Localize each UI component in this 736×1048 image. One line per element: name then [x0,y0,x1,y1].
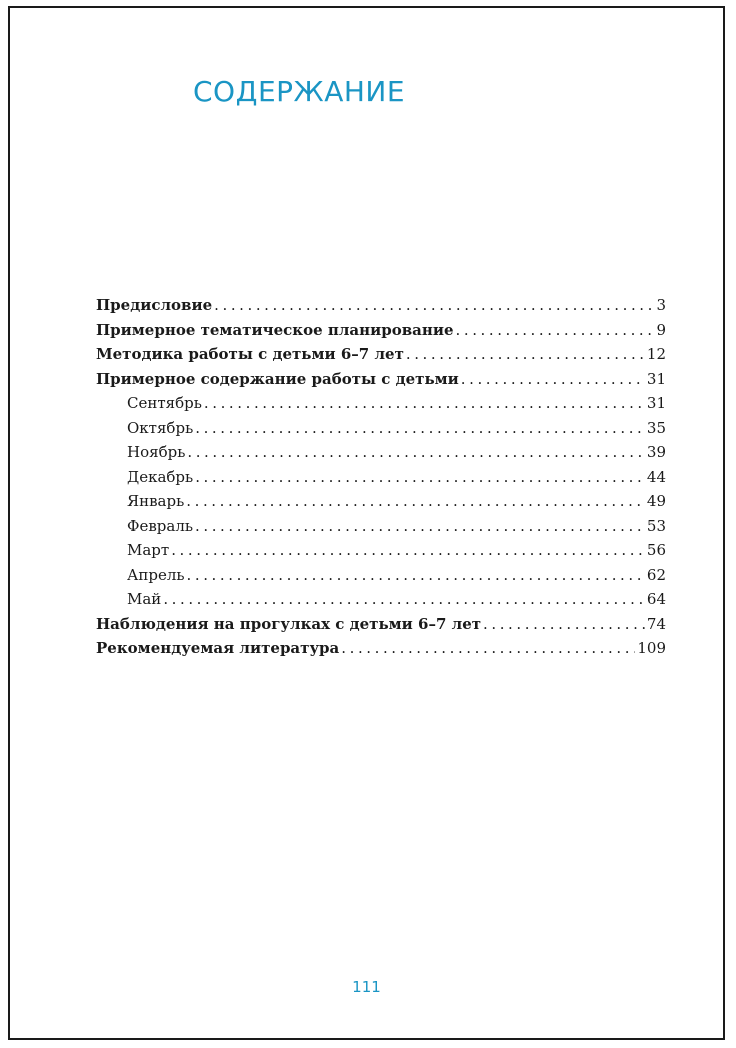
toc-entry-page: 39 [646,443,666,461]
toc-entry-title: Апрель [127,565,185,584]
toc-entry-title: Сентябрь [127,394,202,412]
toc-entry-title: Октябрь [127,418,194,437]
toc-entry-title: Рекомендуемая литература [96,639,340,657]
toc-entry-title: Предисловие [96,296,213,314]
toc-entry-page: 31 [646,369,666,388]
page-title: СОДЕРЖАНИЕ [193,75,406,108]
toc-entry-title: Примерное тематическое планирование [96,320,454,339]
toc-entry-page: 44 [646,467,666,486]
toc-entry[interactable] [96,345,666,370]
toc-entry-title: Наблюдения на прогулках с детьми 6–7 лет [96,614,482,633]
toc-dot-leader [195,468,645,486]
toc-subentry[interactable] [96,541,666,566]
toc-entry-title: Май [127,590,162,608]
toc-dot-leader [163,590,645,608]
toc-subentry[interactable] [96,443,666,468]
toc-subentry[interactable] [96,566,666,591]
toc-entry-title: Январь [127,492,185,510]
toc-entry-page: 12 [646,345,666,363]
toc-dot-leader [195,517,645,535]
toc-entry[interactable] [96,296,666,321]
toc-dot-leader [195,419,645,437]
toc-entry-page: 35 [646,418,666,437]
toc-dot-leader [456,321,655,339]
toc-entry[interactable] [96,370,666,395]
toc-entry-title: Март [127,541,170,559]
toc-subentry[interactable] [96,492,666,517]
toc-dot-leader [186,492,645,510]
toc-entry-page: 53 [646,516,666,535]
toc-entry-page: 9 [656,320,666,339]
page-number: 111 [352,978,381,996]
toc-dot-leader [204,394,645,412]
toc-subentry[interactable] [96,394,666,419]
toc-entry-page: 62 [646,565,666,584]
toc-entry[interactable] [96,615,666,640]
toc-subentry[interactable] [96,468,666,493]
toc-dot-leader [341,639,635,657]
toc-dot-leader [406,345,645,363]
toc-entry-page: 109 [637,639,666,657]
toc-entry[interactable] [96,321,666,346]
toc-entry-page: 56 [646,541,666,559]
toc-entry-title: Ноябрь [127,443,186,461]
toc-entry-page: 64 [646,590,666,608]
toc-subentry[interactable] [96,419,666,444]
table-of-contents [96,296,666,664]
toc-dot-leader [461,370,645,388]
page-frame [8,6,725,1040]
toc-entry-page: 3 [656,296,666,314]
toc-entry-title: Примерное содержание работы с детьми [96,369,459,388]
toc-entry[interactable] [96,639,666,664]
toc-entry-page: 49 [646,492,666,510]
toc-entry-page: 74 [646,614,666,633]
toc-dot-leader [214,296,654,314]
toc-subentry[interactable] [96,590,666,615]
toc-entry-title: Декабрь [127,467,194,486]
toc-dot-leader [483,615,645,633]
toc-subentry[interactable] [96,517,666,542]
toc-entry-title: Методика работы с детьми 6–7 лет [96,345,404,363]
toc-entry-page: 31 [646,394,666,412]
toc-entry-title: Февраль [127,516,194,535]
toc-dot-leader [187,566,645,584]
toc-dot-leader [171,541,645,559]
toc-dot-leader [187,443,645,461]
